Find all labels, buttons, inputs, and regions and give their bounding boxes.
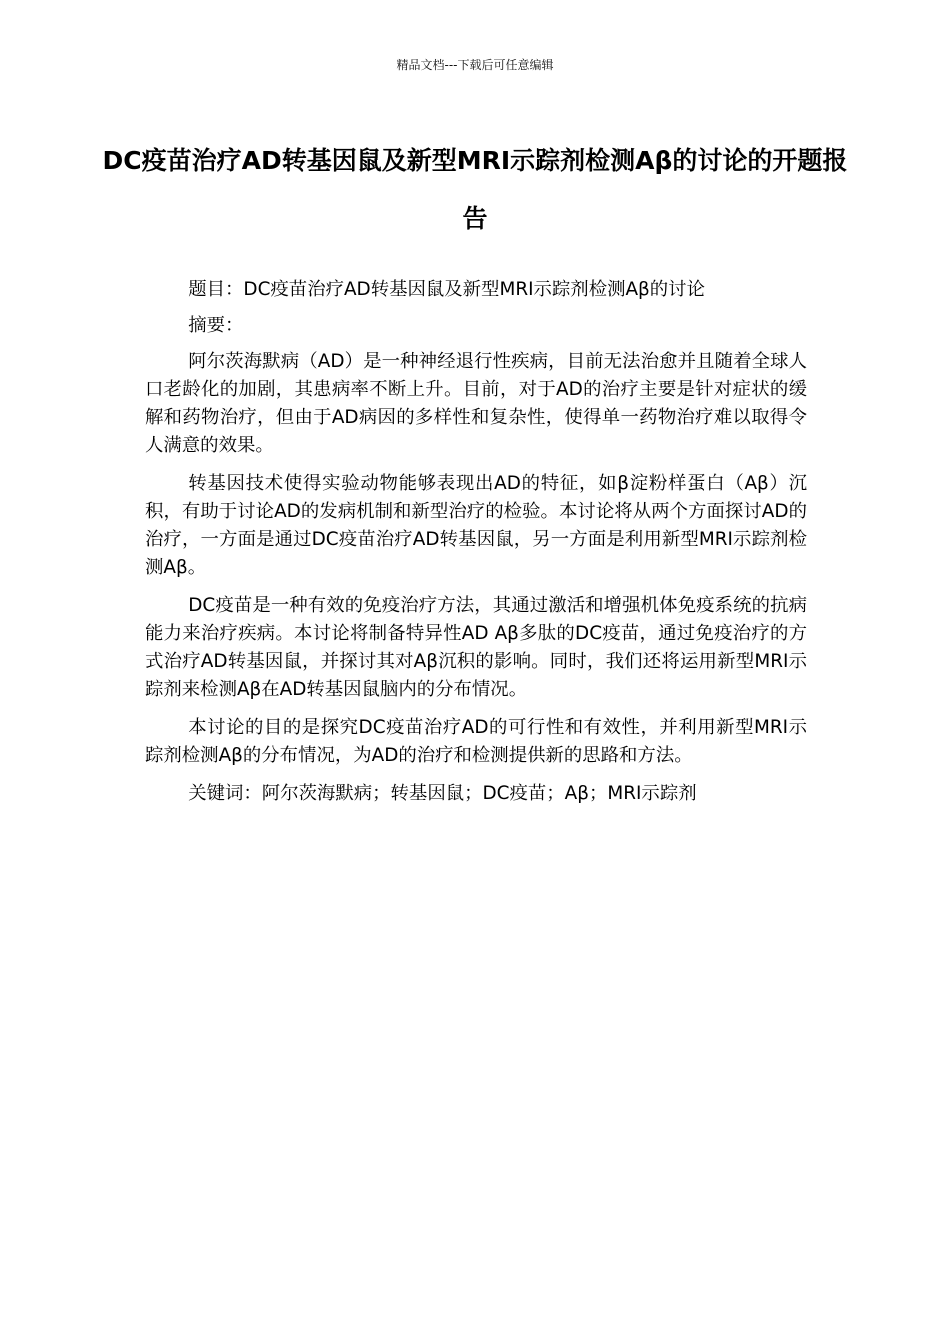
header-note: 精品文档---下载后可任意编辑 [396, 58, 554, 72]
topic-line: 题目：DC疫苗治疗AD转基因鼠及新型MRI示踪剂检测Aβ的讨论 [188, 279, 705, 300]
document-body [145, 276, 807, 816]
document-title: DC疫苗治疗AD转基因鼠及新型MRI示踪剂检测Aβ的讨论的开题报告 [102, 146, 848, 233]
paragraph-1: 阿尔茨海默病（AD）是一种神经退行性疾病，目前无法治愈并且随着全球人口老龄化的加剧，其患病率不断上升。目前，对于AD的治疗主要是针对症状的缓解和药物治疗，但由于AD病因的多样性和复杂性，使得单一药物治疗难以取得令人满意的效果。 [145, 351, 807, 456]
paragraph-2: 转基因技术使得实验动物能够表现出AD的特征，如β淀粉样蛋白（Aβ）沉积，有助于讨论AD的发病机制和新型治疗的检验。本讨论将从两个方面探讨AD的治疗，一方面是通过DC疫苗治疗AD转基因鼠，另一方面是利用新型MRI示踪剂检测Aβ。 [145, 473, 807, 578]
paragraph-4: 本讨论的目的是探究DC疫苗治疗AD的可行性和有效性，并利用新型MRI示踪剂检测Aβ的分布情况，为AD的治疗和检测提供新的思路和方法。 [145, 717, 807, 766]
abstract-label: 摘要： [188, 315, 244, 336]
paragraph-3: DC疫苗是一种有效的免疫治疗方法，其通过激活和增强机体免疫系统的抗病能力来治疗疾病。本讨论将制备特异性AD Aβ多肽的DC疫苗，通过免疫治疗的方式治疗AD转基因鼠，并探讨其对Aβ沉积的影响。同时，我们还将运用新型MRI示踪剂来检测Aβ在AD转基因鼠脑内的分布情况。 [145, 595, 807, 700]
keywords-line: 关键词：阿尔茨海默病；转基因鼠；DC疫苗；Aβ；MRI示踪剂 [188, 783, 697, 804]
